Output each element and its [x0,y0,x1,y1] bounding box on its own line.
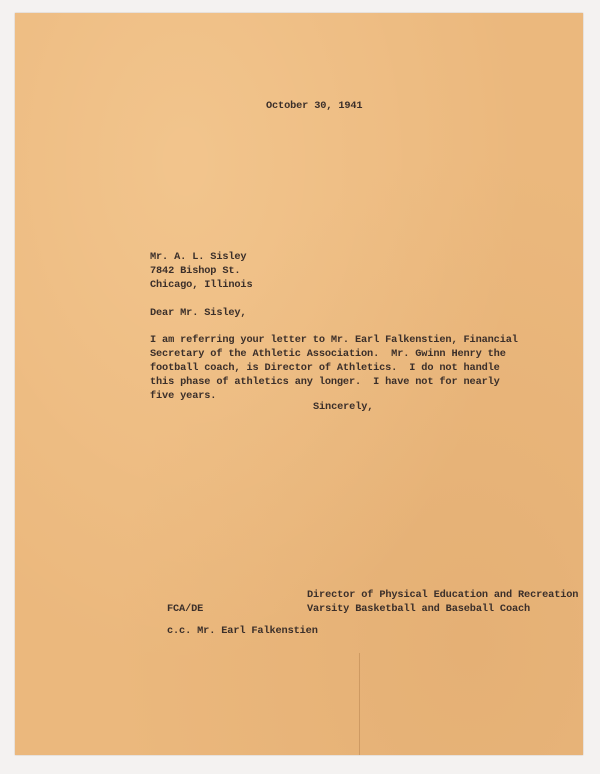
letter-paper [15,13,583,755]
paper-fold-line [359,653,360,755]
body-line: five years. [150,390,217,402]
signature-title-line: Director of Physical Education and Recreation [307,589,579,601]
body-line: I am referring your letter to Mr. Earl Falkenstien, Financial [150,334,518,346]
recipient-city: Chicago, Illinois [150,279,253,291]
recipient-street: 7842 Bishop St. [150,265,241,277]
salutation: Dear Mr. Sisley, [150,307,247,319]
body-line: this phase of athletics any longer. I have not for nearly [150,376,500,388]
carbon-copy: c.c. Mr. Earl Falkenstien [167,625,318,637]
recipient-name: Mr. A. L. Sisley [150,251,247,263]
typist-initials: FCA/DE [167,603,204,615]
body-line: Secretary of the Athletic Association. Mr. Gwinn Henry the [150,348,506,360]
letter-date: October 30, 1941 [266,100,363,112]
closing: Sincerely, [313,401,374,413]
signature-title-line: Varsity Basketball and Baseball Coach [307,603,531,615]
body-line: football coach, is Director of Athletics. I do not handle [150,362,500,374]
